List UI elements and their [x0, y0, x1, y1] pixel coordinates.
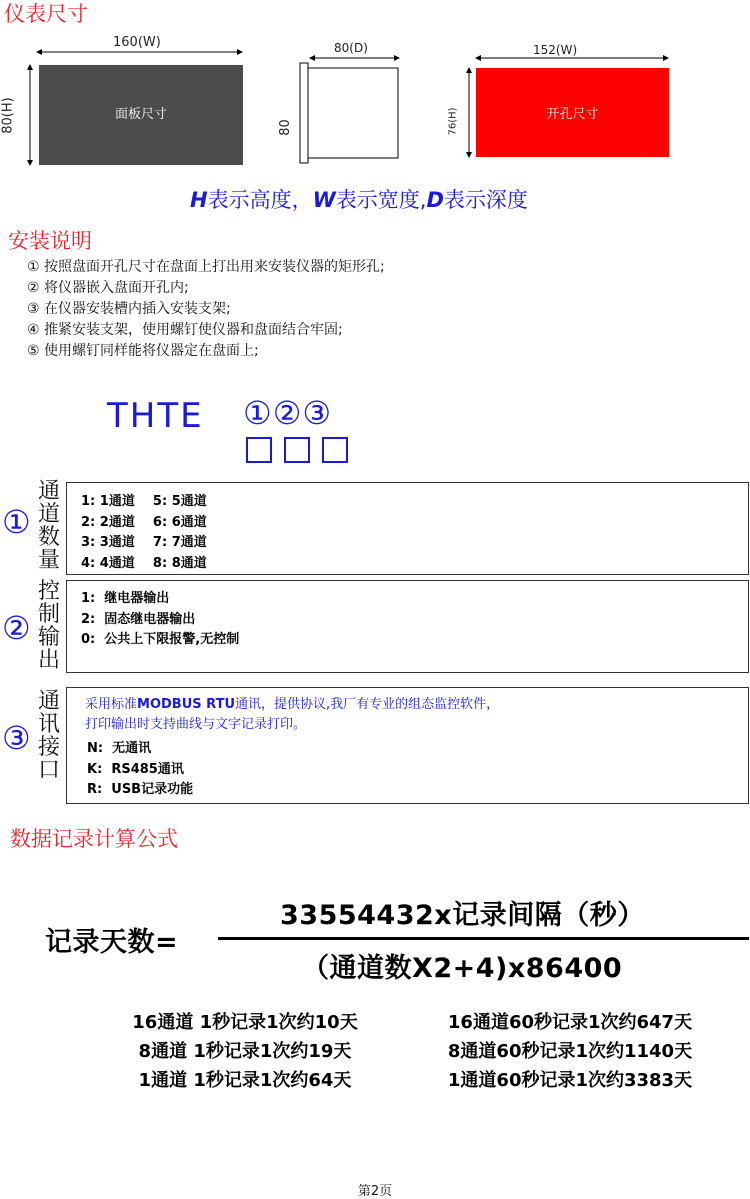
option-row: 4: 4通道 8: 8通道	[81, 555, 207, 571]
label-char: 量	[37, 548, 60, 573]
label-char: 出	[37, 648, 60, 673]
comm-note-post: 通讯，提供协议,我厂有专业的组态监控软件，	[235, 697, 500, 712]
label-char: 道	[37, 502, 60, 527]
comm-note-protocol: MODBUS RTU	[137, 697, 235, 712]
formula-numerator: 33554432x记录间隔（秒）	[280, 900, 645, 931]
model-slot-3	[322, 437, 348, 463]
panel-rectangle	[39, 65, 243, 165]
example-row: 16通道60秒记录1次约647天	[447, 1012, 693, 1033]
side-depth-label: 80(D)	[334, 41, 368, 55]
panel-inner-label: 面板尺寸	[114, 107, 167, 122]
fraction-bar	[218, 937, 749, 940]
option-row: R: USB记录功能	[87, 782, 194, 797]
panel-height-label: 80(H)	[0, 97, 16, 134]
cutout-inner-label: 开孔尺寸	[546, 107, 599, 122]
label-char: 数	[37, 525, 60, 550]
side-depth-diagram	[275, 30, 410, 170]
label-char: 控	[37, 579, 60, 604]
option-box-control	[66, 580, 749, 673]
legend-d-text: 表示深度	[443, 188, 528, 212]
examples-left	[105, 1008, 385, 1095]
dimension-legend	[190, 184, 528, 214]
install-step: ② 将仪器嵌入盘面开孔内;	[27, 280, 189, 296]
option-label-control	[36, 580, 62, 672]
section-title-size: 仪表尺寸	[4, 2, 88, 26]
option-box-comm	[66, 687, 749, 804]
comm-note-line2: 打印输出时支持曲线与文字记录打印。	[85, 717, 307, 732]
label-char: 通	[37, 689, 60, 714]
label-char: 口	[37, 758, 60, 783]
option-row: 2: 固态继电器输出	[81, 611, 196, 627]
option-number-3: ③	[2, 719, 31, 757]
cutout-rectangle	[476, 68, 669, 157]
option-row: 3: 3通道 7: 7通道	[81, 535, 207, 550]
page-number: 第2页	[357, 1184, 393, 1199]
option-row: K: RS485通讯	[87, 761, 184, 777]
examples-right	[412, 1008, 728, 1095]
option-box-channels	[66, 482, 749, 575]
example-row: 8通道60秒记录1次约1140天	[447, 1041, 693, 1062]
model-slot-1	[246, 437, 272, 463]
install-step: ⑤ 使用螺钉同样能将仪器定在盘面上;	[27, 343, 259, 359]
formula-denominator: （通道数X2+4)x86400	[302, 953, 623, 984]
option-number-2: ②	[2, 609, 31, 647]
comm-note-line1	[85, 693, 499, 712]
label-char: 输	[37, 625, 60, 650]
option-row: 0: 公共上下限报警,无控制	[81, 632, 240, 647]
side-height-label: 80	[277, 119, 293, 136]
legend-w: W	[312, 188, 336, 212]
install-steps-list	[27, 256, 385, 361]
legend-h: H	[190, 188, 208, 212]
formula-lhs: 记录天数=	[45, 927, 179, 958]
option-row: 1: 1通道 5: 5通道	[81, 494, 207, 509]
example-row: 8通道 1秒记录1次约19天	[138, 1041, 352, 1062]
panel-size-diagram	[0, 30, 260, 170]
label-char: 制	[37, 602, 60, 627]
legend-h-text: 表示高度，	[207, 188, 313, 212]
option-row: N: 无通讯	[87, 741, 152, 756]
label-char: 讯	[37, 712, 60, 737]
model-circle-1: ①	[243, 394, 273, 432]
model-prefix: THTE	[107, 396, 204, 436]
example-row: 16通道 1秒记录1次约10天	[132, 1012, 358, 1033]
panel-width-label: 160(W)	[113, 35, 161, 50]
option-row: 2: 2通道 6: 6通道	[81, 514, 207, 530]
install-step: ④ 推紧安装支架，使用螺钉使仪器和盘面结合牢固;	[27, 322, 343, 338]
section-title-install: 安装说明	[8, 229, 92, 253]
legend-w-text: 表示宽度,	[335, 188, 427, 212]
section-title-formula: 数据记录计算公式	[10, 827, 178, 851]
cutout-size-diagram	[445, 30, 680, 170]
option-label-comm	[36, 690, 62, 782]
model-circle-2: ②	[272, 394, 303, 432]
model-circle-3: ③	[302, 394, 333, 432]
option-number-1: ①	[2, 503, 31, 541]
cutout-height-label: 76(H)	[447, 107, 459, 136]
install-step: ① 按照盘面开孔尺寸在盘面上打出用来安装仪器的矩形孔;	[27, 259, 385, 275]
label-char: 接	[37, 735, 60, 760]
example-row: 1通道 1秒记录1次约64天	[138, 1070, 352, 1091]
cutout-width-label: 152(W)	[533, 43, 578, 57]
install-step: ③ 在仪器安装槽内插入安装支架;	[27, 301, 231, 317]
comm-note-pre: 采用标准	[85, 697, 138, 712]
legend-d: D	[426, 188, 444, 212]
example-row: 1通道60秒记录1次约3383天	[447, 1070, 693, 1091]
option-row: 1: 继电器输出	[81, 591, 170, 606]
label-char: 通	[37, 479, 60, 504]
model-slot-2	[284, 437, 310, 463]
option-label-channels	[36, 480, 62, 572]
model-option-circles	[243, 394, 332, 432]
